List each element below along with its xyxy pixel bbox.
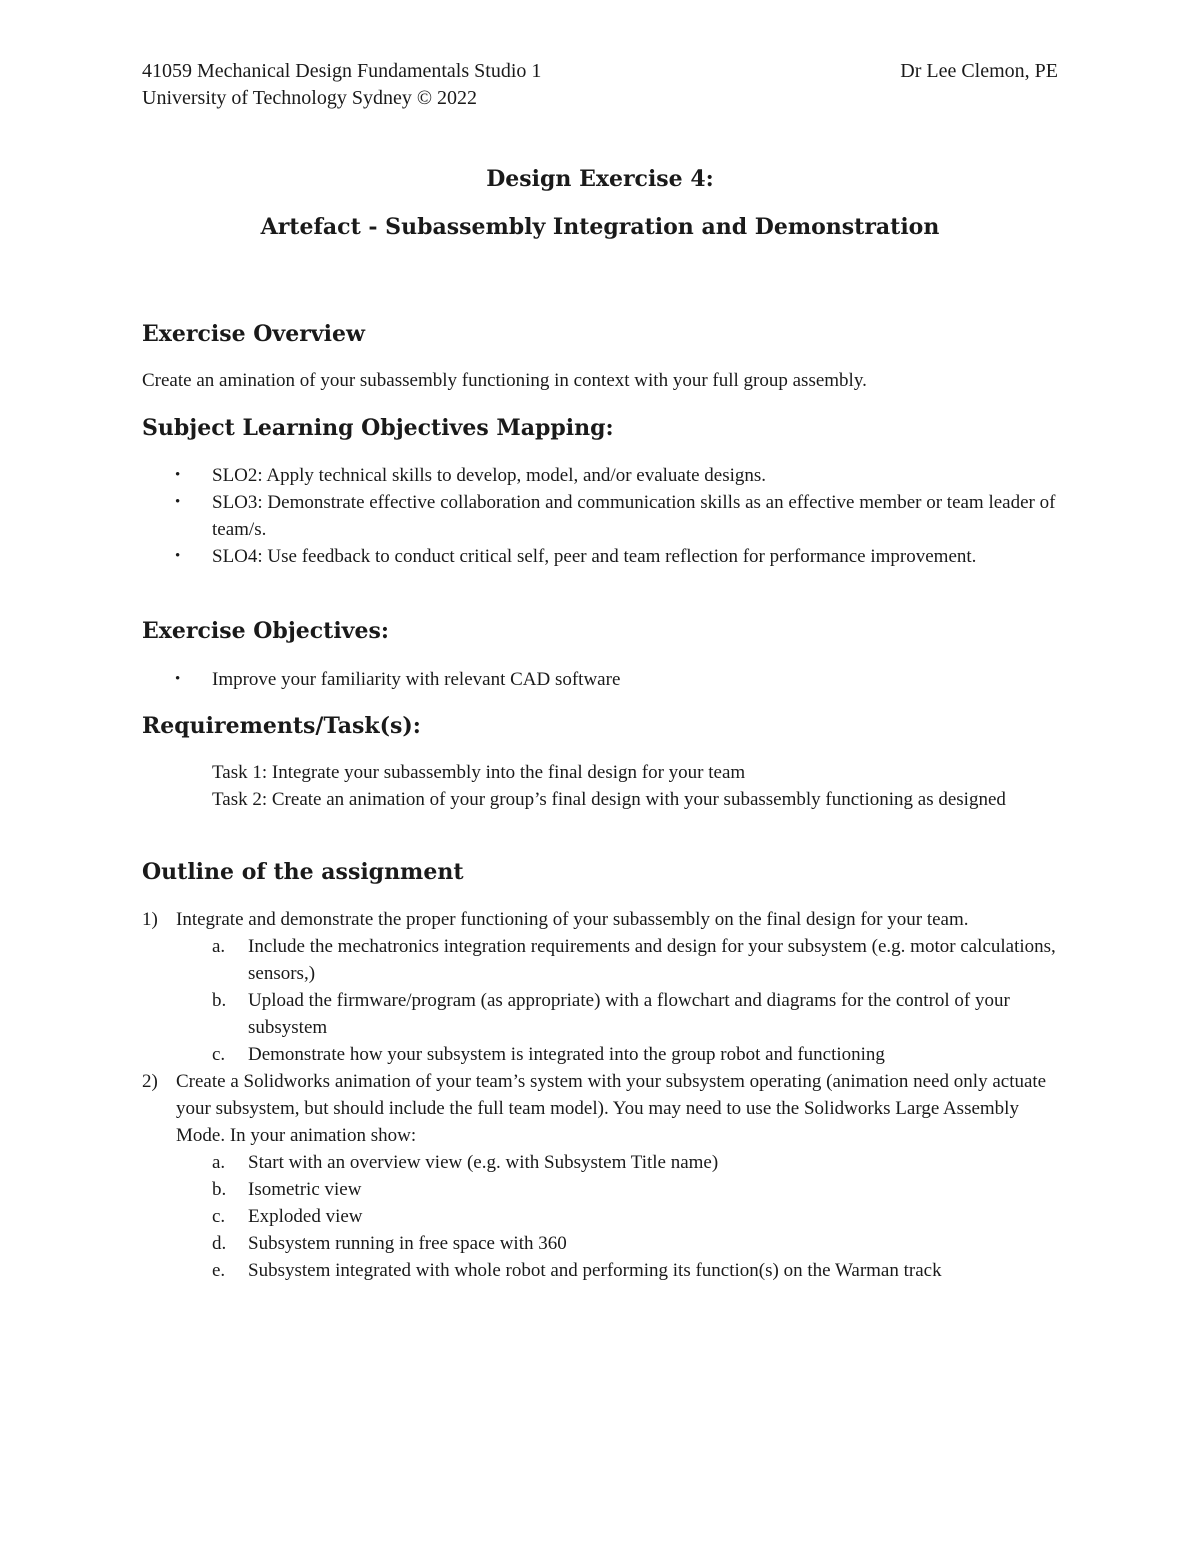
outline-heading: Outline of the assignment [142, 859, 464, 885]
list-item: • SLO4: Use feedback to conduct critical self, peer and team reflection for performance improvement. [142, 543, 1070, 570]
list-item: a. Start with an overview view (e.g. with Subsystem Title name) [212, 1152, 719, 1173]
list-item: d. Subsystem running in free space with 360 [212, 1233, 567, 1254]
outline-item-2: 2) Create a Solidworks animation of your team’s system with your subsystem operating (animation need only actuate your subsystem, but should include the full team model). You may need to use the Solidworks Large Assembly Mode. In your animation show: a. Start with an overview view (e.g. with Subsystem Title name) b. Isometric view c. Exploded view d. Subsystem running in free space with 360 e. Subsystem integrated with whole robot and performing its function(s) on the Warman track [142, 1068, 1060, 1284]
list-item: • Improve your familiarity with relevant CAD software [142, 666, 1070, 693]
outline-sublist-2 [176, 1149, 1060, 1284]
author-name: Dr Lee Clemon, PE [900, 60, 1058, 82]
university-line: University of Technology Sydney © 2022 [142, 87, 478, 109]
objectives-heading: Exercise Objectives: [142, 618, 389, 644]
outline-sublist-1 [176, 933, 1060, 1068]
requirements-heading: Requirements/Task(s): [142, 713, 421, 739]
outline-item-1: 1) Integrate and demonstrate the proper functioning of your subassembly on the final design for your team. a. Include the mechatronics integration requirements and design for your subsystem (e.g. motor calculations, sensors,) b. Upload the firmware/program (as appropriate) with a flowchart and diagrams for the control of your subsystem c. Demonstrate how your subsystem is integrated into the group robot and functioning [142, 906, 1060, 1068]
list-item: • SLO2: Apply technical skills to develop, model, and/or evaluate designs. [142, 462, 1070, 489]
bullet-icon: • [175, 494, 181, 510]
document-subtitle: Artefact - Subassembly Integration and Demonstration [260, 214, 940, 240]
overview-text: Create an amination of your subassembly functioning in context with your full group assembly. [142, 370, 867, 391]
outline-list [142, 906, 1060, 1284]
bullet-icon: • [175, 548, 181, 564]
objectives-list [142, 666, 1070, 693]
list-item: c. Exploded view [212, 1206, 363, 1227]
document-title: Design Exercise 4: [486, 166, 714, 192]
page-header [142, 58, 1058, 112]
task-2: Task 2: Create an animation of your group’s final design with your subassembly functioning as designed [212, 789, 1006, 810]
task-list [212, 759, 1060, 813]
course-title: 41059 Mechanical Design Fundamentals Studio 1 [142, 60, 542, 82]
slo-heading: Subject Learning Objectives Mapping: [142, 415, 614, 441]
bullet-icon: • [175, 467, 181, 483]
overview-heading: Exercise Overview [142, 321, 365, 347]
task-1: Task 1: Integrate your subassembly into the final design for your team [212, 762, 746, 783]
list-item: • SLO3: Demonstrate effective collaboration and communication skills as an effective member or team leader of team/s. [142, 489, 1070, 543]
list-item: e. Subsystem integrated with whole robot and performing its function(s) on the Warman track [212, 1260, 942, 1281]
list-item: a. Include the mechatronics integration requirements and design for your subsystem (e.g. motor calculations, sensors,) [212, 936, 1056, 984]
bullet-icon: • [175, 671, 181, 687]
list-item: c. Demonstrate how your subsystem is integrated into the group robot and functioning [212, 1044, 885, 1065]
list-item: b. Isometric view [212, 1179, 362, 1200]
list-item: b. Upload the firmware/program (as appropriate) with a flowchart and diagrams for the control of your subsystem [212, 990, 1010, 1038]
slo-list [142, 462, 1070, 570]
